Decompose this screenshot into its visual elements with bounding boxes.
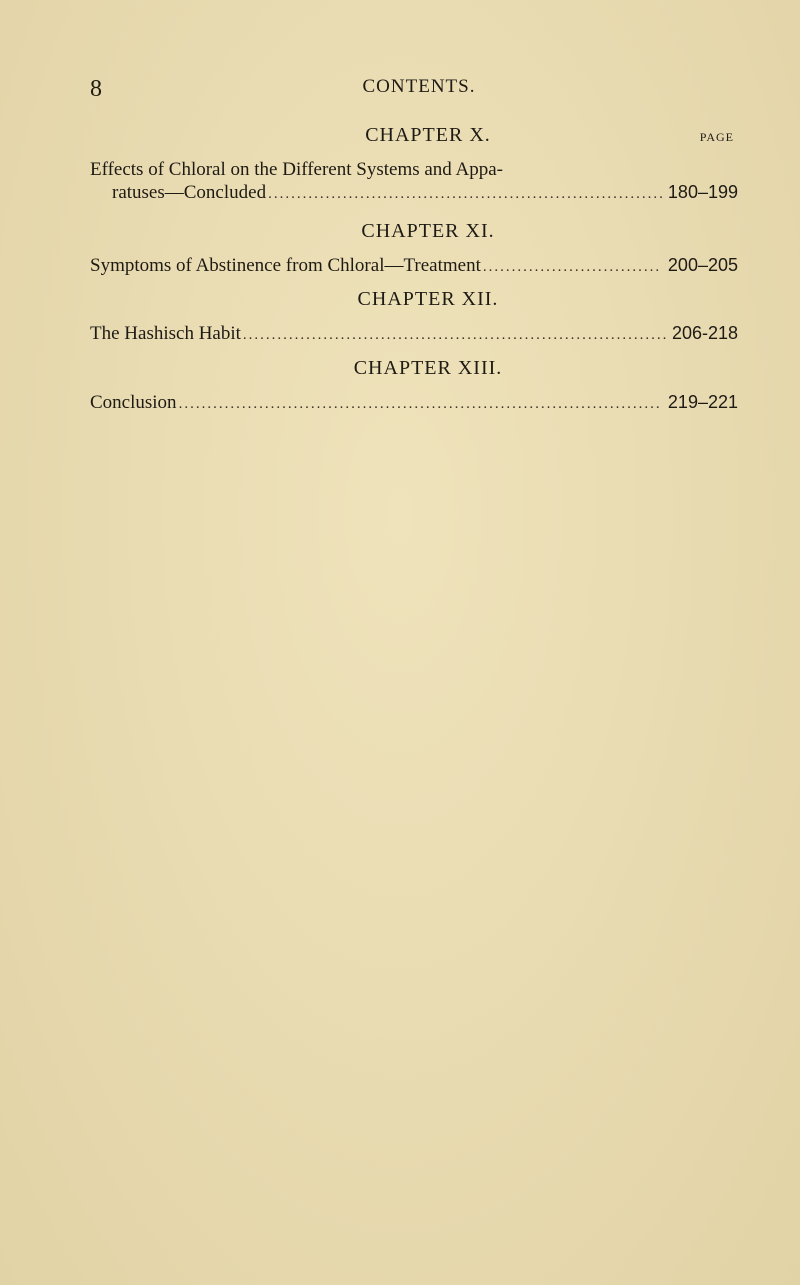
toc-chapter-xi (90, 220, 738, 279)
entry-text-line-1: Effects of Chloral on the Different Systems and Appa- (90, 159, 503, 180)
chapter-heading (90, 124, 738, 158)
toc-chapter-xiii (90, 357, 738, 416)
entry-line (90, 181, 738, 206)
toc-chapter-x (90, 124, 738, 206)
entry-page-range: 180–199 (667, 182, 738, 202)
entry-page-range: 219–221 (667, 392, 738, 412)
page-column-label: PAGE (699, 130, 734, 144)
dot-leader (268, 183, 662, 206)
toc-entry (90, 322, 738, 347)
page-number: 8 (90, 76, 102, 102)
chapter-heading (90, 220, 738, 254)
dot-leader (483, 256, 662, 279)
entry-page-range: 206-218 (671, 323, 738, 343)
chapter-heading (90, 357, 738, 391)
running-head (90, 76, 738, 104)
dot-leader (243, 324, 666, 347)
chapter-title: CHAPTER XI. (361, 220, 495, 242)
entry-page-range: 200–205 (667, 255, 738, 275)
chapter-heading (90, 288, 738, 322)
running-title: CONTENTS. (362, 76, 476, 97)
chapter-title: CHAPTER X. (365, 124, 491, 146)
toc-entry (90, 254, 738, 279)
entry-line (90, 322, 738, 347)
entry-line (90, 254, 738, 279)
entry-text: Conclusion (90, 392, 177, 413)
entry-line (90, 391, 738, 416)
entry-text: Symptoms of Abstinence from Chloral—Treatment (90, 255, 481, 276)
toc-chapter-xii (90, 288, 738, 347)
entry-text-line-2: ratuses—Concluded (112, 182, 267, 203)
entry-text: The Hashisch Habit (90, 323, 241, 344)
dot-leader (179, 393, 662, 416)
chapter-title: CHAPTER XIII. (353, 357, 503, 379)
toc-entry (90, 391, 738, 416)
chapter-title: CHAPTER XII. (357, 288, 499, 310)
toc-entry (90, 158, 738, 206)
